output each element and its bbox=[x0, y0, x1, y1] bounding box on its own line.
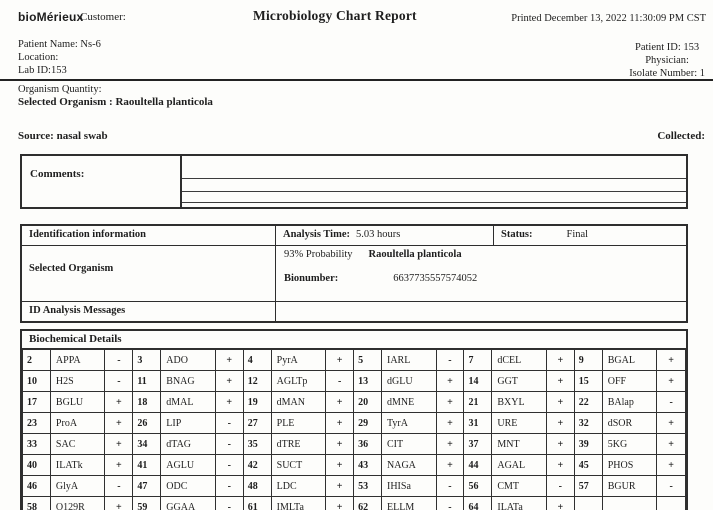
test-number: 56 bbox=[464, 476, 492, 497]
test-name: BGAL bbox=[602, 350, 657, 371]
test-name: SAC bbox=[50, 434, 105, 455]
test-number: 14 bbox=[464, 371, 492, 392]
organism-name: Raoultella planticola bbox=[368, 249, 462, 260]
test-name: ELLM bbox=[382, 497, 437, 510]
test-name: APPA bbox=[50, 350, 105, 371]
test-name: ODC bbox=[161, 476, 216, 497]
id-analysis-messages-label: ID Analysis Messages bbox=[22, 302, 276, 321]
test-name: CIT bbox=[382, 434, 437, 455]
status-cell bbox=[494, 226, 686, 245]
brand-logo: bioMérieux bbox=[18, 10, 84, 24]
test-number: 13 bbox=[354, 371, 382, 392]
test-result: + bbox=[657, 350, 686, 371]
patient-info-right bbox=[629, 41, 705, 80]
test-result: + bbox=[326, 350, 354, 371]
report-title: Microbiology Chart Report bbox=[253, 8, 417, 23]
biochem-table-body bbox=[23, 350, 686, 510]
test-result: + bbox=[326, 455, 354, 476]
lab-id: Lab ID:153 bbox=[18, 65, 67, 76]
test-result: + bbox=[326, 434, 354, 455]
comment-line bbox=[182, 156, 686, 179]
test-number: 44 bbox=[464, 455, 492, 476]
test-number: 3 bbox=[133, 350, 161, 371]
test-result: + bbox=[105, 392, 133, 413]
test-result: - bbox=[436, 350, 464, 371]
test-number: 48 bbox=[243, 476, 271, 497]
organism-result-cell bbox=[276, 246, 686, 301]
organism-quantity: Organism Quantity: bbox=[18, 84, 102, 95]
test-number: 64 bbox=[464, 497, 492, 510]
test-name: BGLU bbox=[50, 392, 105, 413]
test-name: BAlap bbox=[602, 392, 657, 413]
test-result: - bbox=[326, 371, 354, 392]
analysis-time-label: Analysis Time: bbox=[283, 229, 350, 240]
test-number: 9 bbox=[574, 350, 602, 371]
test-number: 37 bbox=[464, 434, 492, 455]
test-number: 2 bbox=[23, 350, 51, 371]
test-name: TyrA bbox=[382, 413, 437, 434]
test-number: 40 bbox=[23, 455, 51, 476]
test-result: + bbox=[546, 455, 574, 476]
test-name: OFF bbox=[602, 371, 657, 392]
test-result: + bbox=[436, 455, 464, 476]
test-result: + bbox=[326, 392, 354, 413]
isolate-number: Isolate Number: 1 bbox=[629, 68, 705, 79]
test-name bbox=[602, 497, 657, 510]
test-name: GGT bbox=[492, 371, 547, 392]
test-result: - bbox=[105, 476, 133, 497]
patient-name: Patient Name: Ns-6 bbox=[18, 39, 101, 50]
test-name: CMT bbox=[492, 476, 547, 497]
test-number: 39 bbox=[574, 434, 602, 455]
biochem-row bbox=[23, 434, 686, 455]
test-name: URE bbox=[492, 413, 547, 434]
test-number: 34 bbox=[133, 434, 161, 455]
test-result: + bbox=[546, 413, 574, 434]
test-result: + bbox=[326, 497, 354, 510]
test-number: 32 bbox=[574, 413, 602, 434]
test-name: PHOS bbox=[602, 455, 657, 476]
test-number: 20 bbox=[354, 392, 382, 413]
test-result: - bbox=[546, 476, 574, 497]
test-name: dTRE bbox=[271, 434, 326, 455]
collected-label: Collected: bbox=[657, 130, 705, 142]
header-divider bbox=[0, 79, 713, 81]
test-name: PLE bbox=[271, 413, 326, 434]
test-name: dCEL bbox=[492, 350, 547, 371]
test-number: 21 bbox=[464, 392, 492, 413]
patient-location: Location: bbox=[18, 52, 59, 63]
test-number: 19 bbox=[243, 392, 271, 413]
test-number: 45 bbox=[574, 455, 602, 476]
test-name: ILATa bbox=[492, 497, 547, 510]
test-name: SUCT bbox=[271, 455, 326, 476]
biochem-row bbox=[23, 350, 686, 371]
test-result: + bbox=[215, 392, 243, 413]
test-result: + bbox=[546, 350, 574, 371]
test-name: MNT bbox=[492, 434, 547, 455]
test-name: BNAG bbox=[161, 371, 216, 392]
status-label: Status: bbox=[501, 229, 533, 240]
test-number: 4 bbox=[243, 350, 271, 371]
test-number: 57 bbox=[574, 476, 602, 497]
test-result: - bbox=[105, 350, 133, 371]
test-result: + bbox=[657, 413, 686, 434]
test-name: dSOR bbox=[602, 413, 657, 434]
test-number bbox=[574, 497, 602, 510]
test-name: dMNE bbox=[382, 392, 437, 413]
test-number: 58 bbox=[23, 497, 51, 510]
test-number: 7 bbox=[464, 350, 492, 371]
test-number: 17 bbox=[23, 392, 51, 413]
test-result: + bbox=[436, 371, 464, 392]
test-number: 36 bbox=[354, 434, 382, 455]
test-result: - bbox=[105, 371, 133, 392]
test-name: dMAL bbox=[161, 392, 216, 413]
test-result: + bbox=[105, 434, 133, 455]
test-name: GGAA bbox=[161, 497, 216, 510]
test-result: - bbox=[215, 413, 243, 434]
test-name: dTAG bbox=[161, 434, 216, 455]
analysis-time-cell bbox=[276, 226, 494, 245]
test-number: 53 bbox=[354, 476, 382, 497]
biochem-row bbox=[23, 497, 686, 510]
analysis-time-value: 5.03 hours bbox=[356, 229, 401, 240]
identification-section-title: Identification information bbox=[22, 226, 276, 245]
test-name: dGLU bbox=[382, 371, 437, 392]
selected-organism-line: Selected Organism : Raoultella planticola bbox=[18, 96, 213, 108]
test-result: + bbox=[657, 455, 686, 476]
test-result: + bbox=[546, 434, 574, 455]
customer-label: Customer: bbox=[80, 11, 126, 23]
probability-value: 93% Probability bbox=[284, 249, 353, 260]
test-name: BGUR bbox=[602, 476, 657, 497]
test-result: + bbox=[436, 434, 464, 455]
test-name: LIP bbox=[161, 413, 216, 434]
test-name: ILATk bbox=[50, 455, 105, 476]
biochem-row bbox=[23, 371, 686, 392]
biochem-row bbox=[23, 476, 686, 497]
test-name: O129R bbox=[50, 497, 105, 510]
test-name: NAGA bbox=[382, 455, 437, 476]
test-name: IHISa bbox=[382, 476, 437, 497]
comments-label: Comments: bbox=[30, 168, 85, 180]
test-name: LDC bbox=[271, 476, 326, 497]
test-number: 42 bbox=[243, 455, 271, 476]
test-number: 59 bbox=[133, 497, 161, 510]
comment-line bbox=[182, 203, 686, 207]
biochem-table bbox=[22, 349, 686, 510]
test-result: + bbox=[657, 371, 686, 392]
biochem-row bbox=[23, 392, 686, 413]
comment-line bbox=[182, 179, 686, 192]
test-name: PyrA bbox=[271, 350, 326, 371]
test-result: + bbox=[105, 455, 133, 476]
test-result: - bbox=[657, 392, 686, 413]
test-number: 18 bbox=[133, 392, 161, 413]
test-number: 23 bbox=[23, 413, 51, 434]
test-result: + bbox=[215, 371, 243, 392]
test-result: + bbox=[546, 497, 574, 510]
test-result: + bbox=[326, 413, 354, 434]
test-result bbox=[657, 497, 686, 510]
test-result: - bbox=[215, 434, 243, 455]
test-name: GlyA bbox=[50, 476, 105, 497]
physician: Physician: bbox=[645, 55, 689, 66]
biochem-row bbox=[23, 413, 686, 434]
patient-info-left bbox=[18, 38, 101, 77]
test-result: + bbox=[105, 413, 133, 434]
source-line: Source: nasal swab bbox=[18, 130, 108, 142]
test-number: 15 bbox=[574, 371, 602, 392]
id-analysis-messages-value bbox=[276, 302, 686, 321]
test-number: 5 bbox=[354, 350, 382, 371]
test-number: 41 bbox=[133, 455, 161, 476]
comments-label-cell bbox=[22, 156, 182, 207]
comments-lines bbox=[182, 156, 686, 207]
test-result: + bbox=[657, 434, 686, 455]
identification-header-row bbox=[22, 226, 686, 246]
test-name: IARL bbox=[382, 350, 437, 371]
test-name: IMLTa bbox=[271, 497, 326, 510]
test-name: AGLTp bbox=[271, 371, 326, 392]
test-number: 62 bbox=[354, 497, 382, 510]
test-result: + bbox=[546, 371, 574, 392]
test-number: 33 bbox=[23, 434, 51, 455]
id-analysis-messages-row bbox=[22, 302, 686, 321]
test-number: 31 bbox=[464, 413, 492, 434]
printed-date: Printed December 13, 2022 11:30:09 PM CST bbox=[511, 13, 706, 24]
test-name: dMAN bbox=[271, 392, 326, 413]
comment-line bbox=[182, 192, 686, 203]
test-result: - bbox=[436, 497, 464, 510]
bionumber-line bbox=[284, 273, 678, 284]
test-name: AGLU bbox=[161, 455, 216, 476]
selected-organism-row bbox=[22, 246, 686, 302]
selected-organism-row-label: Selected Organism bbox=[22, 246, 276, 301]
test-name: H2S bbox=[50, 371, 105, 392]
test-result: + bbox=[546, 392, 574, 413]
bionumber-value: 6637735557574052 bbox=[393, 273, 478, 284]
test-number: 43 bbox=[354, 455, 382, 476]
test-result: + bbox=[436, 413, 464, 434]
status-value: Final bbox=[566, 229, 589, 240]
test-number: 10 bbox=[23, 371, 51, 392]
biochem-row bbox=[23, 455, 686, 476]
probability-line bbox=[284, 249, 678, 260]
test-number: 35 bbox=[243, 434, 271, 455]
patient-id: Patient ID: 153 bbox=[635, 42, 700, 53]
test-number: 12 bbox=[243, 371, 271, 392]
test-number: 26 bbox=[133, 413, 161, 434]
test-number: 47 bbox=[133, 476, 161, 497]
comments-box bbox=[20, 154, 688, 209]
test-result: - bbox=[215, 497, 243, 510]
biochemical-section-title: Biochemical Details bbox=[22, 331, 686, 349]
test-result: + bbox=[105, 497, 133, 510]
test-result: - bbox=[657, 476, 686, 497]
test-name: ADO bbox=[161, 350, 216, 371]
biochemical-details-table bbox=[20, 329, 688, 510]
test-result: + bbox=[215, 350, 243, 371]
test-name: ProA bbox=[50, 413, 105, 434]
test-number: 61 bbox=[243, 497, 271, 510]
test-number: 27 bbox=[243, 413, 271, 434]
test-result: - bbox=[436, 476, 464, 497]
bionumber-label: Bionumber: bbox=[284, 273, 339, 284]
test-number: 46 bbox=[23, 476, 51, 497]
test-name: 5KG bbox=[602, 434, 657, 455]
identification-table bbox=[20, 224, 688, 323]
test-name: BXYL bbox=[492, 392, 547, 413]
test-result: + bbox=[436, 392, 464, 413]
test-number: 29 bbox=[354, 413, 382, 434]
test-number: 11 bbox=[133, 371, 161, 392]
test-result: - bbox=[215, 476, 243, 497]
test-result: - bbox=[215, 455, 243, 476]
test-number: 22 bbox=[574, 392, 602, 413]
test-name: AGAL bbox=[492, 455, 547, 476]
test-result: + bbox=[326, 476, 354, 497]
